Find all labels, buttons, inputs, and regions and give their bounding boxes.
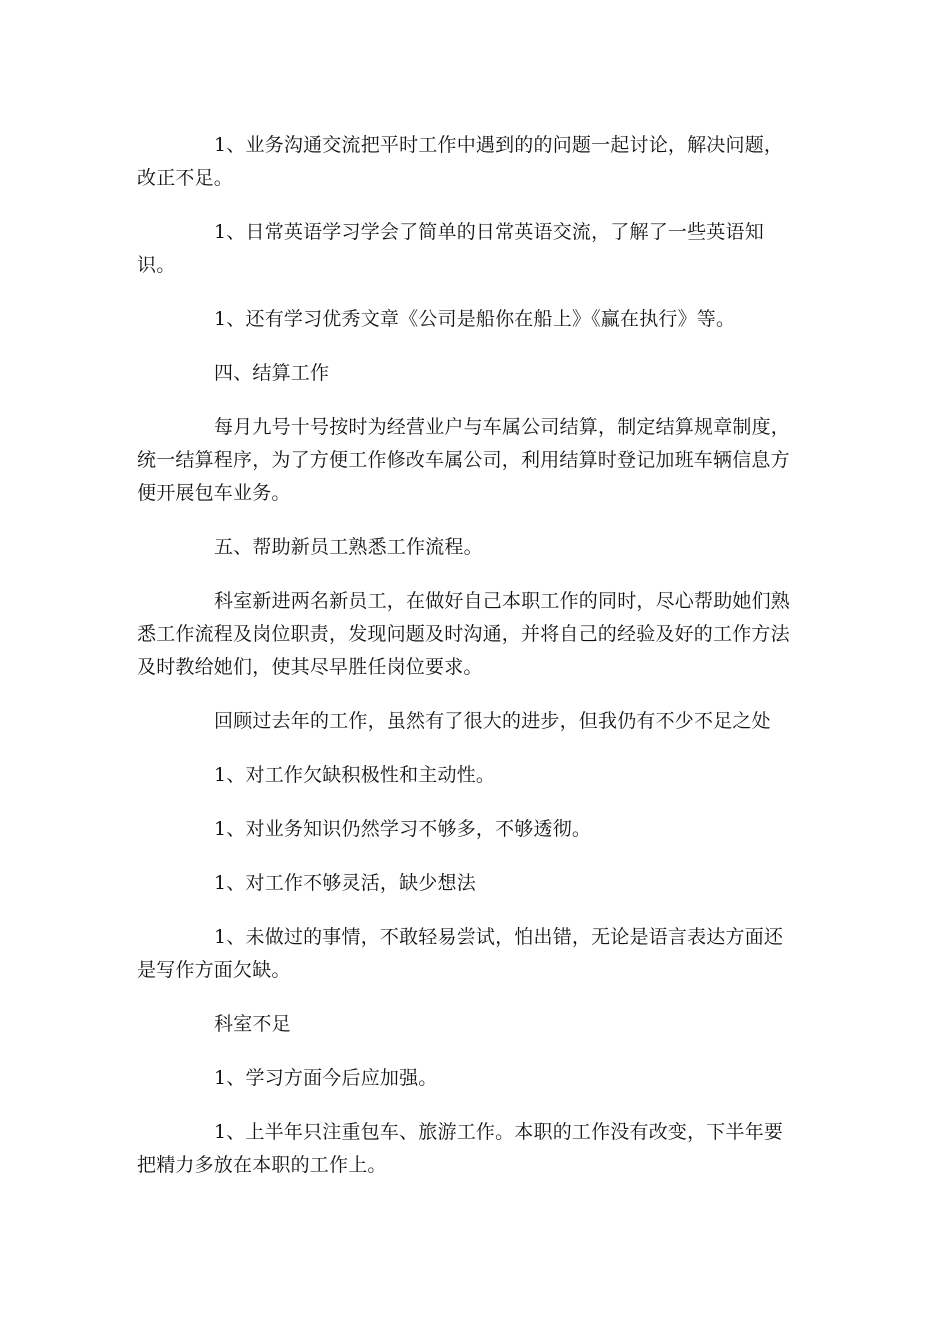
paragraph-shortcoming-trying: 1、未做过的事情，不敢轻易尝试，怕出错，无论是语言表达方面还是写作方面欠缺。 [137, 926, 784, 981]
paragraph-communication: 1、业务沟通交流把平时工作中遇到的的问题一起讨论，解决问题，改正不足。 [137, 134, 784, 189]
paragraph-shortcoming-knowledge: 1、对业务知识仍然学习不够多，不够透彻。 [214, 818, 592, 840]
paragraph-work-focus: 1、上半年只注重包车、旅游工作。本职的工作没有改变，下半年要把精力多放在本职的工作上。 [137, 1121, 784, 1176]
paragraph-shortcoming-initiative: 1、对工作欠缺积极性和主动性。 [214, 764, 496, 786]
paragraph-english-study: 1、日常英语学习学会了简单的日常英语交流，了解了一些英语知识。 [137, 221, 764, 276]
paragraph-shortcoming-flexibility: 1、对工作不够灵活，缺少想法 [214, 872, 476, 894]
section-heading-department-shortcomings: 科室不足 [214, 1013, 291, 1035]
section-heading-settlement: 四、结算工作 [214, 362, 330, 384]
paragraph-review: 回顾过去年的工作，虽然有了很大的进步，但我仍有不少不足之处 [214, 710, 771, 732]
paragraph-settlement: 每月九号十号按时为经营业户与车属公司结算，制定结算规章制度，统一结算程序，为了方便工作修改车属公司，利用结算时登记加班车辆信息方便开展包车业务。 [137, 416, 791, 504]
paragraph-new-staff: 科室新进两名新员工，在做好自己本职工作的同时，尽心帮助她们熟悉工作流程及岗位职责，发现问题及时沟通，并将自己的经验及好的工作方法及时教给她们，使其尽早胜任岗位要求。 [137, 590, 791, 678]
paragraph-article-study: 1、还有学习优秀文章《公司是船你在船上》《赢在执行》等。 [214, 308, 736, 330]
paragraph-study-improvement: 1、学习方面今后应加强。 [214, 1067, 438, 1089]
document-body [137, 129, 799, 1203]
section-heading-new-staff: 五、帮助新员工熟悉工作流程。 [214, 536, 483, 558]
